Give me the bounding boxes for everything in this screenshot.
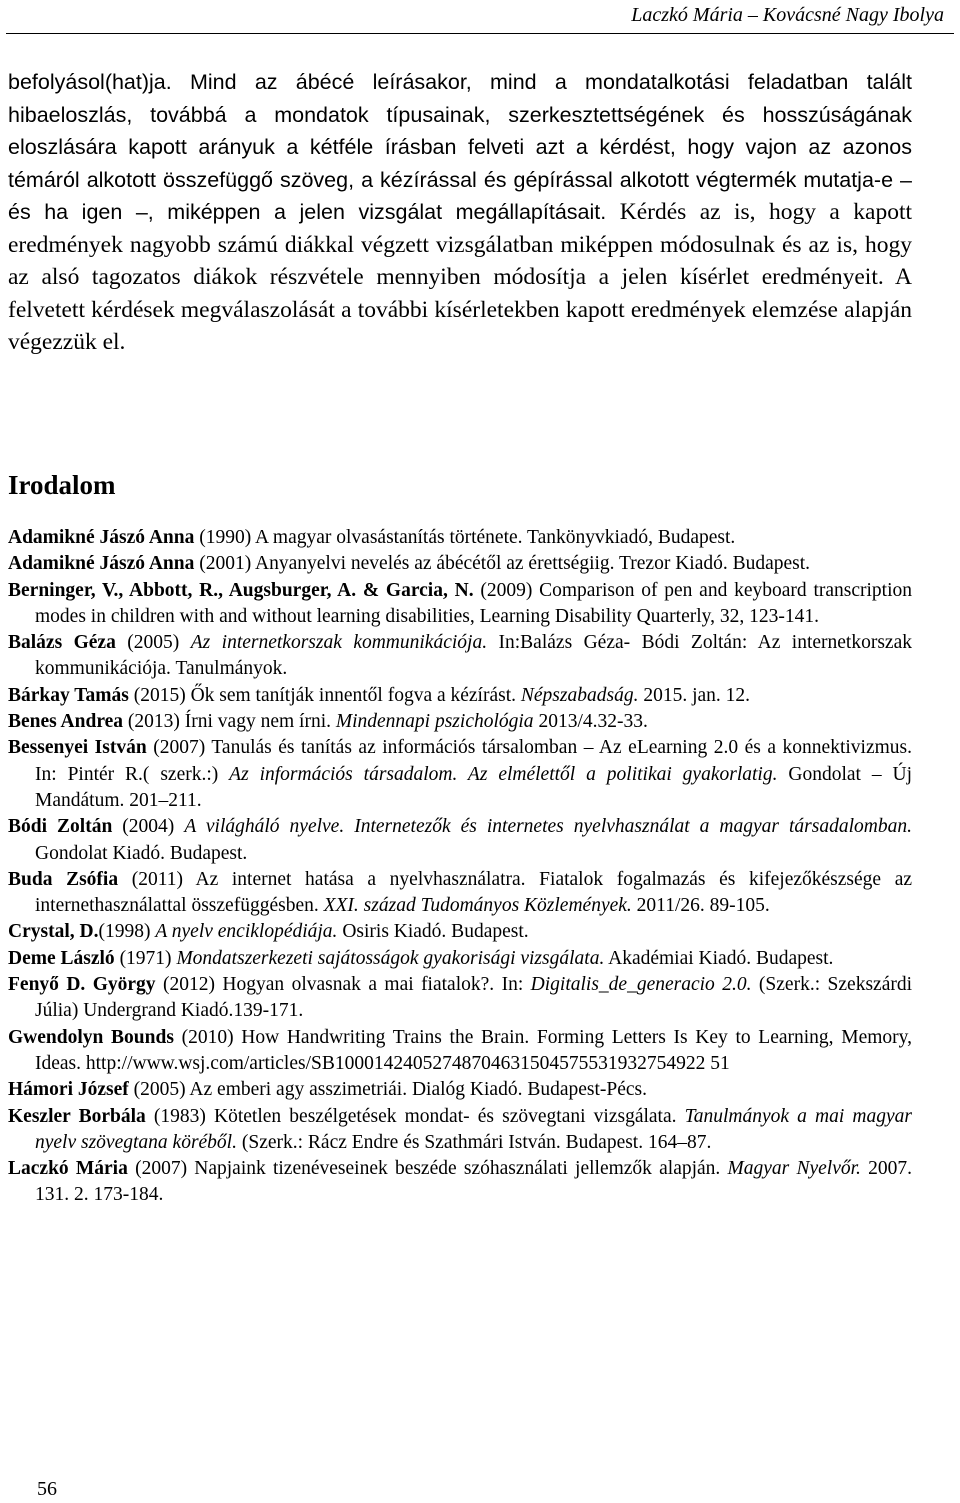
reference-entry [8,525,912,551]
reference-text: (2010) How Handwriting Trains the Brain. Forming Letters Is Key to Learning, Memory, Ideas. http://www.wsj.com/articles/SB10001424052748704631504575531932754922 51 [35,1026,912,1074]
reference-entry [8,972,912,1025]
reference-author: Berninger, V., Abbott, R., Augsburger, A. & Garcia, N. [8,579,474,601]
body-paragraph [8,66,912,359]
reference-author: Buda Zsófia [8,868,119,890]
reference-author: Fenyő D. György [8,974,156,996]
reference-text: 2015. jan. 12. [638,684,751,706]
reference-text: (2011) Az internet hatása a nyelvhasználatra. Fiatalok fogalmazás és kifejezőkészsége az internethasználattal összefüggésben. [35,868,913,917]
body-text-serif: Kérdés az is, hogy a kapott eredmények nagyobb számú diákkal végzett vizsgálatban miképpen módosulnak és az is, hogy az alsó tagozatos diákok részvétele mennyiben módosítja a jelen kísérlet eredményeit. A felvetett kérdések megválaszolását a további kísérletekben kapott eredmények elemzése alapján végezzük el. [8,199,912,355]
running-header: Laczkó Mária – Kovácsné Nagy Ibolya [631,4,944,26]
reference-author: Deme László [8,947,115,969]
reference-author: Benes Andrea [8,711,124,733]
reference-author: Adamikné Jászó Anna [8,527,195,548]
reference-entry [8,735,912,814]
reference-author: Bessenyei István [8,737,147,759]
reference-author: Adamikné Jászó Anna [8,553,195,575]
reference-author: Balázs Géza [8,632,116,654]
reference-entry [8,630,912,683]
reference-text: (1998) [98,921,156,943]
reference-text: (2001) Anyanyelvi nevelés az ábécétől az érettségiig. Trezor Kiadó. Budapest. [194,553,811,575]
header-rule [6,33,954,34]
reference-author: Bárkay Tamás [8,684,129,706]
reference-text: (1983) Kötetlen beszélgetések mondat- és szövegtani vizsgálata. [145,1105,685,1127]
reference-author: Laczkó Mária [8,1158,128,1180]
reference-text: (1990) A magyar olvasástanítás története. Tankönyvkiadó, Budapest. [194,527,736,548]
reference-author: Crystal, D. [8,921,99,943]
reference-author: Keszler Borbála [8,1105,146,1127]
reference-text: (2013) Írni vagy nem írni. [123,711,336,733]
reference-text: (2012) Hogyan olvasnak a mai fiatalok?. In: [155,974,531,996]
reference-author: Hámori József [8,1079,129,1101]
reference-title-italic: Az internetkorszak kommunikációja. [190,632,488,654]
reference-title-italic: Mondatszerkezeti sajátosságok gyakorisági vizsgálata. [176,947,605,969]
reference-author: Gwendolyn Bounds [8,1026,174,1048]
reference-text: (Szerk.: Szekszárdi Júlia) Undergrand Kiadó.139-171. [35,974,913,1022]
reference-entry [8,709,912,735]
reference-text: 2011/26. 89-105. [631,895,770,917]
reference-entry [8,1025,912,1078]
reference-entry [8,683,912,709]
reference-text: (2015) Ők sem tanítják innentől fogva a kézírást. [128,684,521,706]
reference-entry [8,1104,912,1157]
reference-list [8,525,912,1209]
reference-entry [8,919,912,945]
section-title: Irodalom [8,470,116,500]
reference-text: Akadémiai Kiadó. Budapest. [604,947,834,969]
reference-title-italic: A nyelv enciklopédiája. [155,921,338,943]
reference-text: (2009) Comparison of pen and keyboard transcription modes in children with and without learning disabilities, Learning Disability Quarterly, 32, 123-141. [35,579,912,627]
reference-text: Osiris Kiadó. Budapest. [337,921,529,943]
reference-title-italic: XXI. század Tudományos Közlemények. [323,895,632,917]
reference-author: Bódi Zoltán [8,816,113,838]
reference-text: Gondolat Kiadó. Budapest. [35,842,248,864]
reference-title-italic: Az információs társadalom. Az elmélettől a politikai gyakorlatig. [229,763,778,785]
reference-title-italic: Digitalis_de_generacio 2.0. [530,974,752,996]
reference-text: 2007. 131. 2. 173-184. [35,1158,912,1206]
reference-text: (2007) Napjaink tizenéveseinek beszéde szóhasználati jellemzők alapján. [127,1158,728,1180]
reference-text: (2005) Az emberi agy asszimetriái. Dialóg Kiadó. Budapest-Pécs. [128,1079,648,1101]
page-number: 56 [37,1478,57,1500]
reference-entry [8,946,912,972]
reference-entry [8,1077,912,1103]
reference-entry [8,867,912,920]
reference-title-italic: A világháló nyelve. Internetezők és internetes nyelvhasználat a magyar társadalomban. [184,816,912,838]
reference-title-italic: Tanulmányok a mai magyar nyelv szövegtana köréből. [35,1105,912,1153]
reference-title-italic: Magyar Nyelvőr. [727,1158,861,1180]
reference-entry [8,578,912,631]
reference-text: (Szerk.: Rácz Endre és Szathmári István. Budapest. 164–87. [236,1131,712,1153]
reference-text: In:Balázs Géza- Bódi Zoltán: Az internetkorszak kommunikációja. Tanulmányok. [35,632,912,680]
reference-text: (1971) [114,947,177,969]
reference-text: Gondolat – Új Mandátum. 201–211. [35,763,912,811]
reference-text: (2004) [112,816,185,838]
reference-text: (2005) [115,632,191,654]
reference-entry [8,1156,912,1209]
reference-text: (2007) Tanulás és tanítás az információs társalomban – Az eLearning 2.0 és a konnektivizmus. In: Pintér R.( szerk.:) [35,737,912,785]
reference-entry [8,551,912,577]
reference-text: 2013/4.32-33. [533,711,648,733]
reference-title-italic: Mindennapi pszichológia [335,711,534,733]
reference-title-italic: Népszabadság. [520,684,639,706]
reference-entry [8,814,912,867]
body-text-sans: befolyásol(hat)ja. Mind az ábécé leírásakor, mind a mondatalkotási feladatban talált hibaeloszlás, továbbá a mondatok típusainak, szerkesztettségének és hosszúságának eloszlására kapott arányuk a kétféle írásban felveti azt a kérdést, hogy vajon az azonos témáról alkotott összefüggő szöveg, a kézírással és gépírással alkotott végtermék mutatja-e – és ha igen –, miképpen a jelen vizsgálat megállapításait. [8,70,912,224]
